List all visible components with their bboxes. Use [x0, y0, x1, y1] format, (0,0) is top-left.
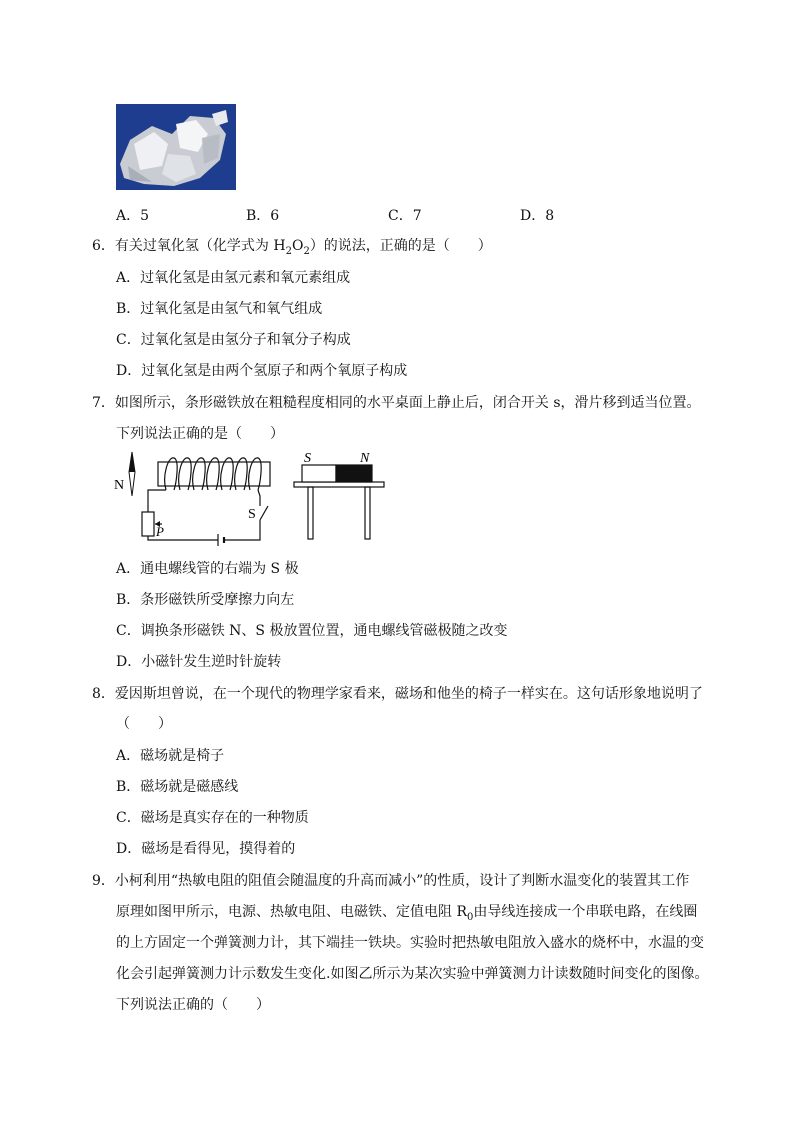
- q5-option-a: A．5: [116, 208, 150, 224]
- q9-stem-line4: 化会引起弹簧测力计示数发生变化.如图乙所示为某次实验中弹簧测力计读数随时间变化的图像。: [116, 966, 709, 982]
- q5-option-c: C．7: [388, 208, 422, 224]
- solenoid-core: [158, 462, 270, 486]
- q7-option-d: D．小磁针发生逆时针旋转: [116, 654, 282, 670]
- switch: [260, 506, 268, 520]
- q7-stem-line2: 下列说法正确的是（ ）: [116, 426, 284, 442]
- q7-option-c: C．调换条形磁铁 N、S 极放置位置，通电螺线管磁极随之改变: [116, 623, 508, 639]
- q7-option-b: B．条形磁铁所受摩擦力向左: [116, 592, 295, 608]
- bar-magnet-n-half: [336, 465, 372, 482]
- solenoid-coil: [165, 458, 261, 490]
- q6-option-b: B．过氧化氢是由氢气和氧气组成: [116, 301, 323, 317]
- crystal-photo: [116, 104, 236, 190]
- table-top: [294, 482, 384, 487]
- rheostat-p-label: P: [156, 524, 164, 539]
- q9-stem-line1: 9．小柯利用“热敏电阻的阻值会随温度的升高而减小”的性质，设计了判断水温变化的装置其工作: [92, 873, 690, 889]
- q8-stem-line1: 8．爱因斯坦曾说，在一个现代的物理学家看来，磁场和他坐的椅子一样实在。这句话形象地说明了: [92, 686, 703, 702]
- q8-option-c: C．磁场是真实存在的一种物质: [116, 810, 309, 826]
- q9-stem-line3: 的上方固定一个弹簧测力计，其下端挂一铁块。实验时把热敏电阻放入盛水的烧杯中，水温的变: [116, 935, 704, 951]
- magnet-s-label: S: [304, 451, 311, 466]
- rheostat: [142, 512, 154, 536]
- magnet-n-label: N: [360, 451, 370, 466]
- q6-option-d: D．过氧化氢是由两个氢原子和两个氧原子构成: [116, 363, 408, 379]
- needle-n-label: N: [114, 478, 125, 493]
- q8-stem-line2: （ ）: [116, 716, 172, 732]
- q8-option-a: A．磁场就是椅子: [116, 748, 225, 764]
- q7-stem-line1: 7．如图所示，条形磁铁放在粗糙程度相同的水平桌面上静止后，闭合开关 s，滑片移到适当位置。: [92, 395, 701, 411]
- q9-stem-line5: 下列说法正确的（ ）: [116, 997, 270, 1013]
- switch-s-label: S: [248, 507, 256, 522]
- q6-option-c: C．过氧化氢是由氢分子和氧分子构成: [116, 332, 351, 348]
- bar-magnet-s-half: [302, 465, 336, 482]
- q8-option-b: B．磁场就是磁感线: [116, 779, 239, 795]
- q9-stem-line2: 原理如图甲所示，电源、热敏电阻、电磁铁、定值电阻 $R_0$由导线连接成一个串联电路，在线圈: [116, 904, 698, 923]
- q5-option-d: D．8: [520, 208, 555, 224]
- table-leg-left: [308, 487, 313, 539]
- q8-option-d: D．磁场是看得见，摸得着的: [116, 841, 296, 857]
- q5-option-b: B．6: [246, 208, 280, 224]
- table-leg-right: [365, 487, 370, 539]
- q7-circuit-figure: [108, 446, 398, 554]
- q6-option-a: A．过氧化氢是由氢元素和氧元素组成: [116, 270, 351, 286]
- q6-stem: 6．有关过氧化氢（化学式为 $H_2O_2$）的说法，正确的是（ ）: [92, 238, 492, 257]
- q7-option-a: A．通电螺线管的右端为 S 极: [116, 561, 299, 577]
